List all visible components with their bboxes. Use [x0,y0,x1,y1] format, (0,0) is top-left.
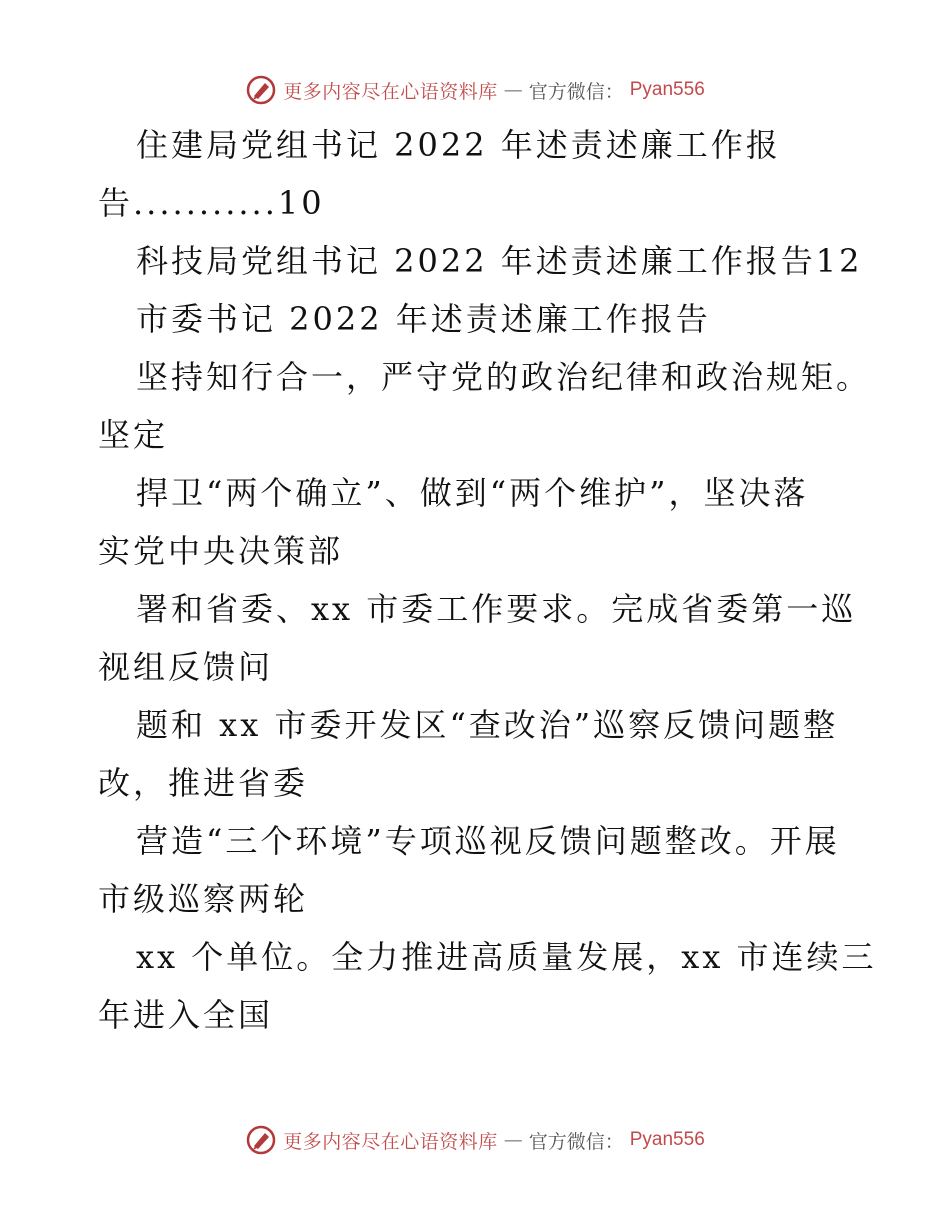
text-line: 坚定 [98,416,169,454]
text-line: 视组反馈问 [98,648,274,686]
watermark-dash: — [503,1129,523,1151]
watermark-text: 更多内容尽在心语资料库 [283,80,498,103]
text-line: 营造“三个环境”专项巡视反馈问题整改。开展 [136,822,840,860]
text-line: 坚持知行合一，严守党的政治纪律和政治规矩。 [136,358,872,396]
watermark-text: 更多内容尽在心语资料库 [283,1130,498,1153]
header-watermark [0,70,950,110]
text-line: 科技局党组书记 2022 年述责述廉工作报告12 [136,242,863,280]
text-line: xx 个单位。全力推进高质量发展，xx 市连续三 [136,938,877,976]
logo-icon [245,74,277,106]
text-line: 年进入全国 [98,996,274,1034]
text-line: 市级巡察两轮 [98,880,309,918]
text-line: 告...........10 [98,184,325,222]
footer-watermark [0,1120,950,1160]
wechat-id: Pyan556 [629,79,705,100]
watermark-subtext: 官方微信： [528,80,624,103]
text-line: 题和 xx 市委开发区“查改治”巡察反馈问题整 [136,706,839,744]
text-line: 捍卫“两个确立”、做到“两个维护”，坚决落 [136,474,809,512]
document-body [98,116,877,1044]
wechat-id: Pyan556 [629,1129,705,1150]
logo-icon [245,1124,277,1156]
watermark-subtext: 官方微信： [528,1130,624,1153]
text-line: 署和省委、xx 市委工作要求。完成省委第一巡 [136,590,857,628]
text-line: 改，推进省委 [98,764,309,802]
text-line: 实党中央决策部 [98,532,344,570]
watermark-dash: — [503,79,523,101]
text-line: 住建局党组书记 2022 年述责述廉工作报 [136,126,781,164]
text-line: 市委书记 2022 年述责述廉工作报告 [136,300,711,338]
